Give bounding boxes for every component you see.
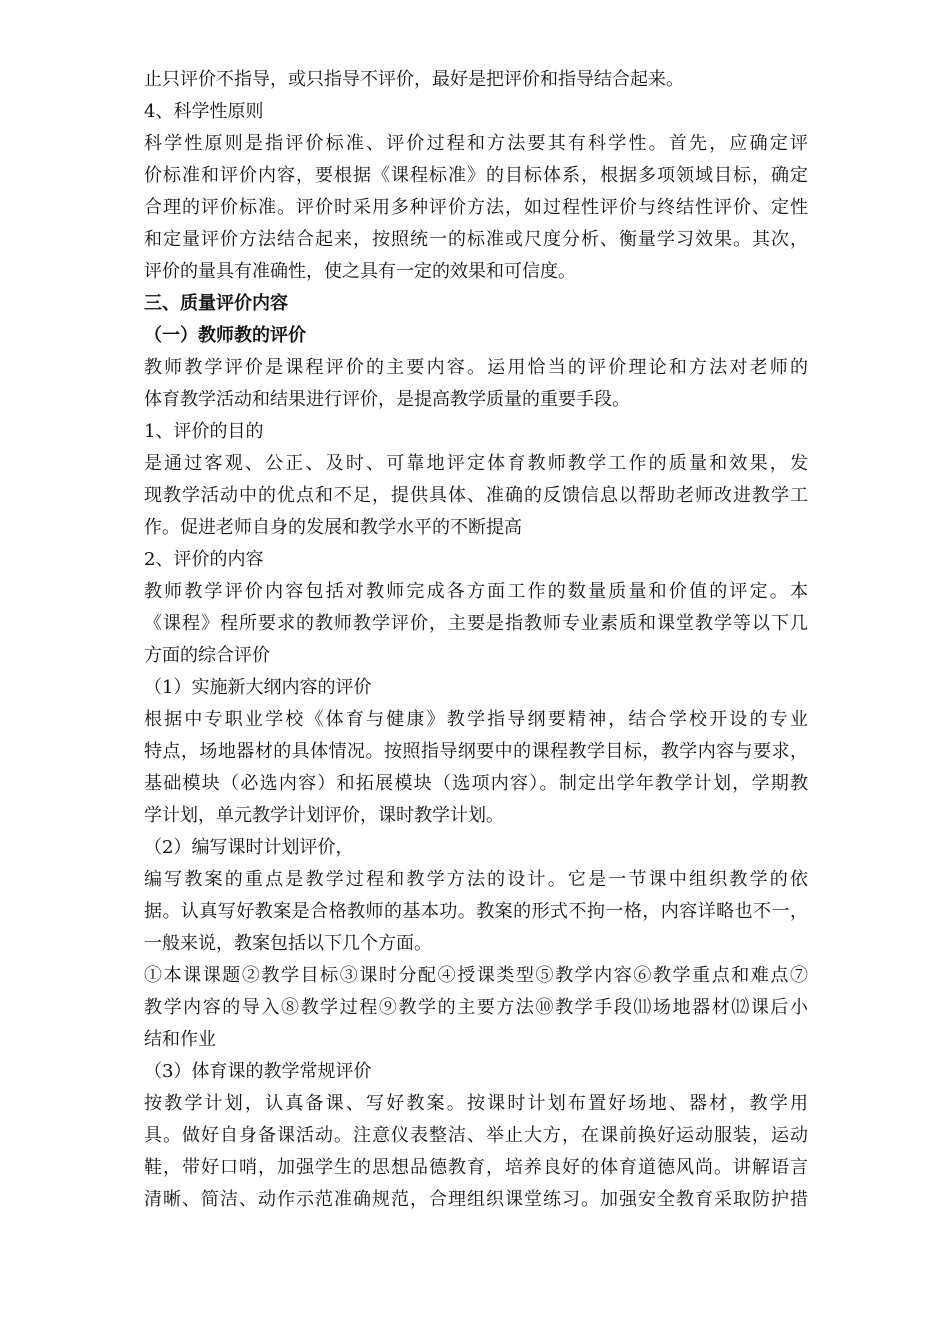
text-line: 教师教学评价内容包括对教师完成各方面工作的数量质量和价值的评定。本 xyxy=(144,581,808,602)
text-line: 教学内容的导入⑧教学过程⑨教学的主要方法⑩教学手段⑾场地器材⑿课后小 xyxy=(144,997,808,1018)
section-heading: （1）实施新大纲内容的评价 xyxy=(144,677,372,698)
text-line: 合理的评价标准。评价时采用多种评价方法，如过程性评价与终结性评价、定性 xyxy=(144,197,808,218)
text-line: 基础模块（必选内容）和拓展模块（选项内容）。制定出学年教学计划，学期教 xyxy=(144,773,808,794)
text-line: 方面的综合评价 xyxy=(144,645,270,666)
section-heading: 1、评价的目的 xyxy=(144,421,264,442)
text-line: ①本课课题②教学目标③课时分配④授课类型⑤教学内容⑥教学重点和难点⑦ xyxy=(144,965,808,986)
text-line: 一般来说，教案包括以下几个方面。 xyxy=(144,933,432,954)
text-line: 编写教案的重点是教学过程和教学方法的设计。它是一节课中组织教学的依 xyxy=(144,869,808,890)
text-line: 结和作业 xyxy=(144,1029,216,1050)
text-line: 是通过客观、公正、及时、可靠地评定体育教师教学工作的质量和效果，发 xyxy=(144,453,808,474)
text-line: 和定量评价方法结合起来，按照统一的标准或尺度分析、衡量学习效果。其次， xyxy=(144,229,808,250)
text-line: 作。促进老师自身的发展和教学水平的不断提高 xyxy=(144,517,522,538)
text-line: 据。认真写好教案是合格教师的基本功。教案的形式不拘一格，内容详略也不一， xyxy=(144,901,808,922)
text-line: 学计划，单元教学计划评价，课时教学计划。 xyxy=(144,805,504,826)
text-line: 价标准和评价内容，要根据《课程标准》的目标体系，根据多项领域目标，确定 xyxy=(144,165,808,186)
section-heading: 4、科学性原则 xyxy=(144,101,264,122)
section-heading: 三、质量评价内容 xyxy=(144,293,288,314)
text-line: 特点，场地器材的具体情况。按照指导纲要中的课程教学目标，教学内容与要求， xyxy=(144,741,808,762)
text-line: 止只评价不指导，或只指导不评价，最好是把评价和指导结合起来。 xyxy=(144,69,684,90)
text-line: 根据中专职业学校《体育与健康》教学指导纲要精神，结合学校开设的专业 xyxy=(144,709,808,730)
text-line: 现教学活动中的优点和不足，提供具体、准确的反馈信息以帮助老师改进教学工 xyxy=(144,485,808,506)
text-line: 教师教学评价是课程评价的主要内容。运用恰当的评价理论和方法对老师的 xyxy=(144,357,808,378)
text-line: 鞋，带好口哨，加强学生的思想品德教育，培养良好的体育道德风尚。讲解语言 xyxy=(144,1157,808,1178)
text-line: 按教学计划，认真备课、写好教案。按课时计划布置好场地、器材，教学用 xyxy=(144,1093,808,1114)
subsection-heading: （一）教师教的评价 xyxy=(144,325,306,346)
text-line: 体育教学活动和结果进行评价，是提高教学质量的重要手段。 xyxy=(144,389,630,410)
text-line: 评价的量具有准确性，使之具有一定的效果和可信度。 xyxy=(144,261,576,282)
text-line: 清晰、简洁、动作示范准确规范，合理组织课堂练习。加强安全教育采取防护措 xyxy=(144,1189,808,1210)
section-heading: （3）体育课的教学常规评价 xyxy=(144,1061,372,1082)
text-line: 科学性原则是指评价标准、评价过程和方法要其有科学性。首先，应确定评 xyxy=(144,133,808,154)
text-line: 《课程》程所要求的教师教学评价，主要是指教师专业素质和课堂教学等以下几 xyxy=(144,613,808,634)
section-heading: （2）编写课时计划评价， xyxy=(144,837,354,858)
section-heading: 2、评价的内容 xyxy=(144,549,264,570)
text-line: 具。做好自身备课活动。注意仪表整洁、举止大方，在课前换好运动服装，运动 xyxy=(144,1125,808,1146)
